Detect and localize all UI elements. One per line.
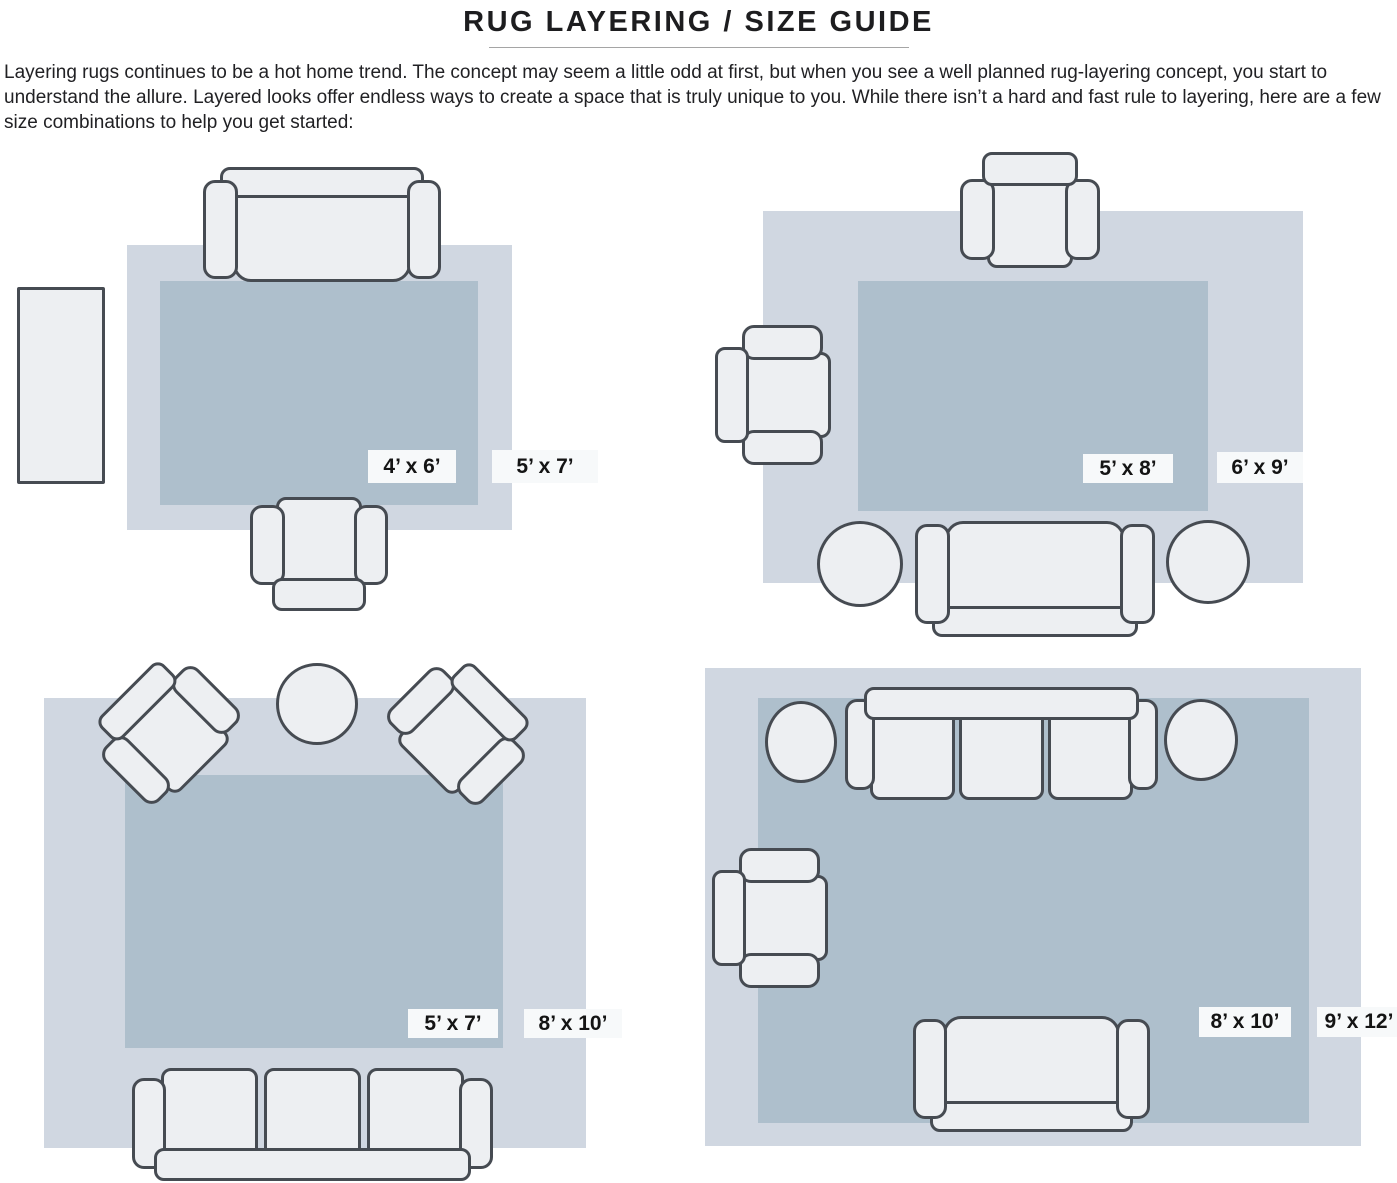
loveseat-sofa-icon [203,167,441,282]
outer-rug-size-label: 5’ x 7’ [492,450,598,483]
loveseat-sofa-icon [915,521,1155,637]
armchair-icon [715,325,831,465]
title-underline [489,47,909,48]
three-seat-sofa-icon [845,687,1158,800]
round-table-icon [276,663,358,745]
oval-side-table-icon [765,701,837,783]
side-table-icon [17,287,105,484]
round-side-table-icon [1166,520,1250,604]
armchair-icon [960,152,1100,268]
outer-rug-size-label: 6’ x 9’ [1217,452,1303,483]
loveseat-sofa-icon [913,1016,1150,1132]
outer-rug-size-label: 8’ x 10’ [524,1009,622,1038]
armchair-icon [712,848,828,988]
inner-rug-size-label: 5’ x 8’ [1083,454,1173,483]
inner-rug-size-label: 4’ x 6’ [368,450,456,483]
armchair-icon [250,497,388,611]
page-title: RUG LAYERING / SIZE GUIDE [463,6,934,38]
inner-rug-icon [125,775,503,1048]
oval-side-table-icon [1164,699,1238,781]
outer-rug-size-label: 9’ x 12’ [1317,1007,1397,1037]
round-side-table-icon [817,521,903,607]
three-seat-sofa-icon [132,1068,493,1181]
inner-rug-size-label: 8’ x 10’ [1199,1007,1291,1037]
inner-rug-size-label: 5’ x 7’ [408,1009,498,1038]
intro-text: Layering rugs continues to be a hot home trend. The concept may seem a little odd at first, but when you see a well planned rug-layering concept, you start to understand the allure. Layered looks offer endless ways to create a space that is truly unique to you. While there isn’t a hard and fast rule to layering, here are a few size combinations to help you get started: [4,62,1381,133]
